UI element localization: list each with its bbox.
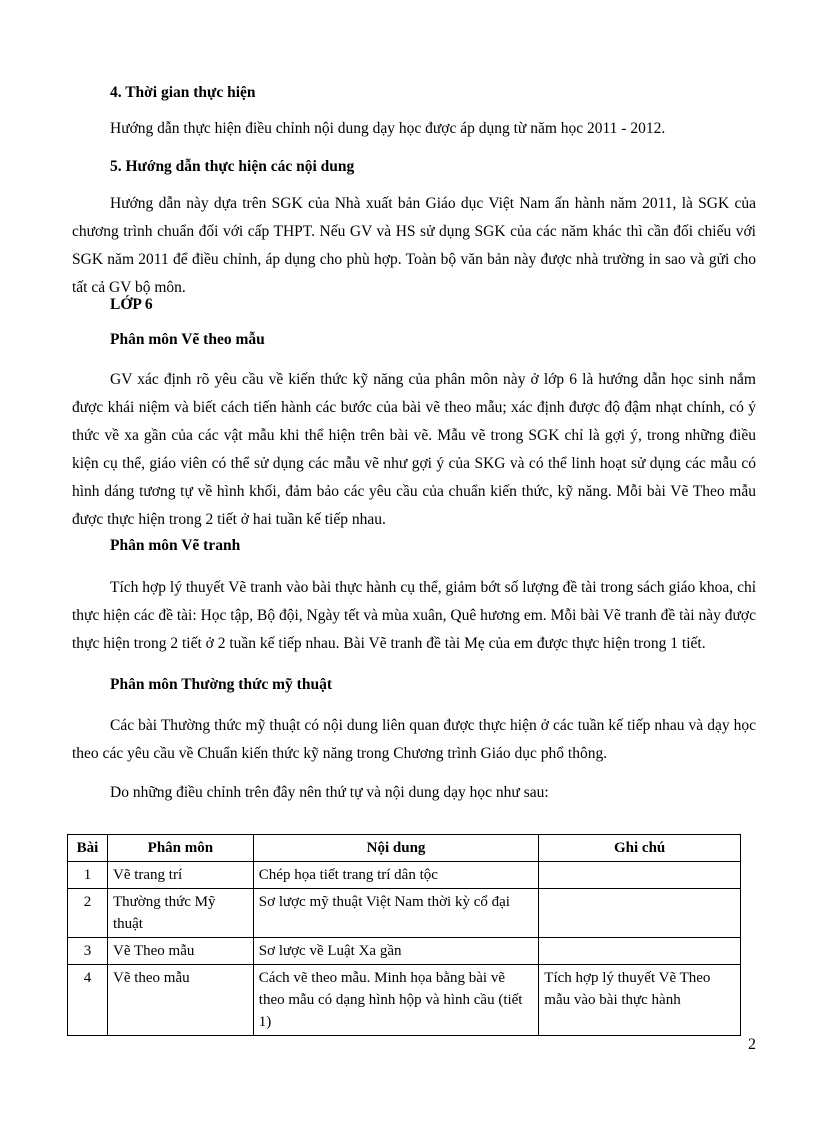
cell-ghi-chu [539, 938, 741, 965]
cell-noi-dung: Chép họa tiết trang trí dân tộc [253, 862, 539, 889]
header-phan-mon: Phân môn [107, 835, 253, 862]
cell-noi-dung: Cách vẽ theo mẫu. Minh họa bằng bài vẽ theo mẫu có dạng hình hộp và hình cầu (tiết 1) [253, 965, 539, 1036]
cell-bai: 3 [68, 938, 108, 965]
cell-phan-mon: Thường thức Mỹ thuật [107, 889, 253, 938]
subject2-text: Tích hợp lý thuyết Vẽ tranh vào bài thực hành cụ thể, giảm bớt số lượng đề tài trong sách giáo khoa, chỉ thực hiện các đề tài: Học tập, Bộ đội, Ngày tết và mùa xuân, Quê hương em. Mỗi bài Vẽ tranh đề tài này được thực hiện trong 2 tiết ở 2 tuần kế tiếp nhau. Bài Vẽ tranh đề tài Mẹ của em được thực hiện trong 1 tiết. [72, 579, 756, 652]
cell-noi-dung: Sơ lược về Luật Xa gần [253, 938, 539, 965]
cell-phan-mon: Vẽ trang trí [107, 862, 253, 889]
section5-text: Hướng dẫn này dựa trên SGK của Nhà xuất bản Giáo dục Việt Nam ấn hành năm 2011, là SGK của chương trình chuẩn đối với cấp THPT. Nếu GV và HS sử dụng SGK của các năm khác thì cần đối chiếu với SGK năm 2011 để điều chỉnh, áp dụng cho phù hợp. Toàn bộ văn bản này được nhà trường in sao và gửi cho tất cả GV bộ môn. [72, 195, 756, 296]
cell-phan-mon: Vẽ Theo mẫu [107, 938, 253, 965]
header-ghi-chu: Ghi chú [539, 835, 741, 862]
grade-heading: LỚP 6 [110, 296, 153, 313]
intro-line: Do những điều chỉnh trên đây nên thứ tự và nội dung dạy học như sau: [110, 784, 549, 801]
cell-ghi-chu [539, 862, 741, 889]
header-noi-dung: Nội dung [253, 835, 539, 862]
table-row [68, 862, 741, 889]
section4-heading: 4. Thời gian thực hiện [110, 84, 256, 101]
cell-bai: 1 [68, 862, 108, 889]
cell-ghi-chu [539, 889, 741, 938]
cell-ghi-chu: Tích hợp lý thuyết Vẽ Theo mẫu vào bài thực hành [539, 965, 741, 1036]
cell-bai: 4 [68, 965, 108, 1036]
lesson-table [67, 834, 741, 1036]
subject2-heading: Phân môn Vẽ tranh [110, 537, 241, 554]
table-row [68, 938, 741, 965]
cell-noi-dung: Sơ lược mỹ thuật Việt Nam thời kỳ cổ đại [253, 889, 539, 938]
subject3-heading: Phân môn Thường thức mỹ thuật [110, 676, 332, 693]
subject1-text: GV xác định rõ yêu cầu về kiến thức kỹ năng của phân môn này ở lớp 6 là hướng dẫn học sinh nắm được khái niệm và biết cách tiến hành các bước của bài vẽ theo mẫu; xác định được độ đậm nhạt chính, có ý thức về xa gần của các vật mẫu khi thể hiện trên bài vẽ. Mẫu vẽ trong SGK chỉ là gợi ý, trong những điều kiện cụ thể, giáo viên có thể sử dụng các mẫu vẽ như gợi ý của SKG và có thể linh hoạt sử dụng các mẫu có hình dáng tương tự về hình khối, đảm bảo các yêu cầu của chuẩn kiến thức, kỹ năng. Mỗi bài Vẽ Theo mẫu được thực hiện trong 2 tiết ở hai tuần kế tiếp nhau. [72, 371, 756, 528]
section5-heading: 5. Hướng dẫn thực hiện các nội dung [110, 158, 355, 175]
section4-text: Hướng dẫn thực hiện điều chỉnh nội dung dạy học được áp dụng từ năm học 2011 - 2012. [110, 120, 666, 137]
page-number: 2 [748, 1036, 756, 1053]
table-header-row [68, 835, 741, 862]
header-bai: Bài [68, 835, 108, 862]
cell-phan-mon: Vẽ theo mẫu [107, 965, 253, 1036]
table-row [68, 889, 741, 938]
subject1-heading: Phân môn Vẽ theo mẫu [110, 331, 265, 348]
table-row [68, 965, 741, 1036]
cell-bai: 2 [68, 889, 108, 938]
subject3-text: Các bài Thường thức mỹ thuật có nội dung liên quan được thực hiện ở các tuần kế tiếp nhau và dạy học theo các yêu cầu về Chuẩn kiến thức kỹ năng trong Chương trình Giáo dục phổ thông. [72, 717, 756, 762]
